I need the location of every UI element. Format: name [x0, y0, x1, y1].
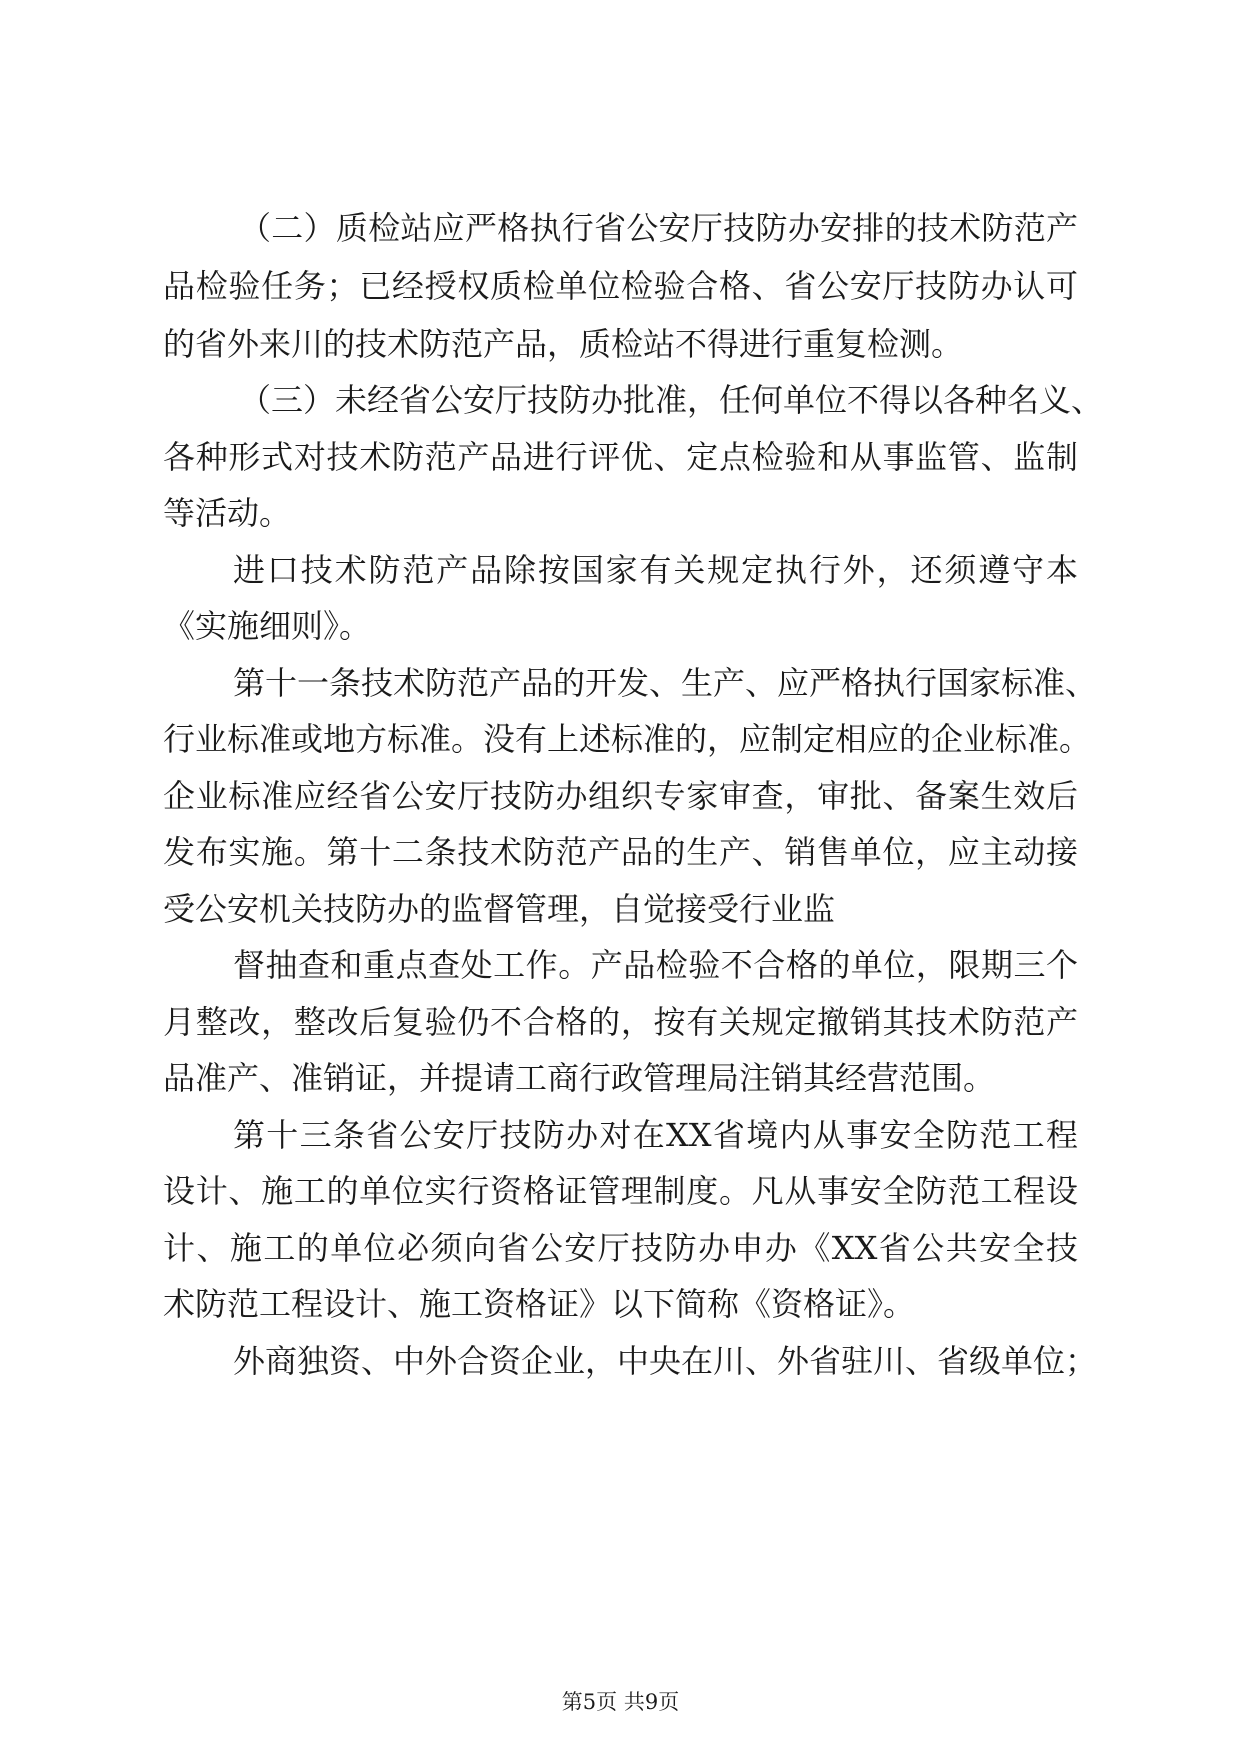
paragraph-line: 设计、施工的单位实行资格证管理制度。凡从事安全防范工程设 [163, 1172, 1078, 1210]
paragraph-line: 企业标准应经省公安厅技防办组织专家审查，审批、备案生效后 [163, 777, 1078, 815]
paragraph-line: 进口技术防范产品除按国家有关规定执行外，还须遵守本 [233, 551, 1078, 589]
paragraph-line: 第十三条省公安厅技防办对在XX省境内从事安全防范工程 [233, 1116, 1078, 1154]
paragraph-line: （三）未经省公安厅技防办批准，任何单位不得以各种名义、 [239, 381, 1104, 419]
paragraph-line: 行业标准或地方标准。没有上述标准的，应制定相应的企业标准。 [163, 720, 1092, 758]
paragraph-line: 术防范工程设计、施工资格证》以下简称《资格证》。 [163, 1285, 916, 1323]
paragraph-line: 品准产、准销证，并提请工商行政管理局注销其经营范围。 [163, 1059, 996, 1097]
paragraph-line: 月整改，整改后复验仍不合格的，按有关规定撤销其技术防范产 [163, 1003, 1078, 1041]
paragraph-line: 外商独资、中外合资企业，中央在川、外省驻川、省级单位； [233, 1342, 1098, 1380]
paragraph-line: 发布实施。第十二条技术防范产品的生产、销售单位，应主动接 [163, 833, 1078, 871]
paragraph-line: 各种形式对技术防范产品进行评优、定点检验和从事监管、监制 [163, 438, 1078, 476]
paragraph-line: 督抽查和重点查处工作。产品检验不合格的单位，限期三个 [233, 946, 1078, 984]
paragraph-line: 的省外来川的技术防范产品，质检站不得进行重复检测。 [163, 325, 964, 363]
paragraph-line: 第十一条技术防范产品的开发、生产、应严格执行国家标准、 [233, 664, 1098, 702]
paragraph-line: 受公安机关技防办的监督管理，自觉接受行业监 [163, 890, 836, 928]
paragraph-line: 品检验任务；已经授权质检单位检验合格、省公安厅技防办认可 [163, 267, 1078, 305]
paragraph-line: （二）质检站应严格执行省公安厅技防办安排的技术防范产 [239, 209, 1078, 247]
paragraph-line: 《实施细则》。 [163, 607, 372, 645]
paragraph-line: 等活动。 [163, 494, 292, 532]
page-number: 第5页 共9页 [561, 1690, 680, 1714]
paragraph-line: 计、施工的单位必须向省公安厅技防办申办《XX省公共安全技 [163, 1229, 1078, 1267]
